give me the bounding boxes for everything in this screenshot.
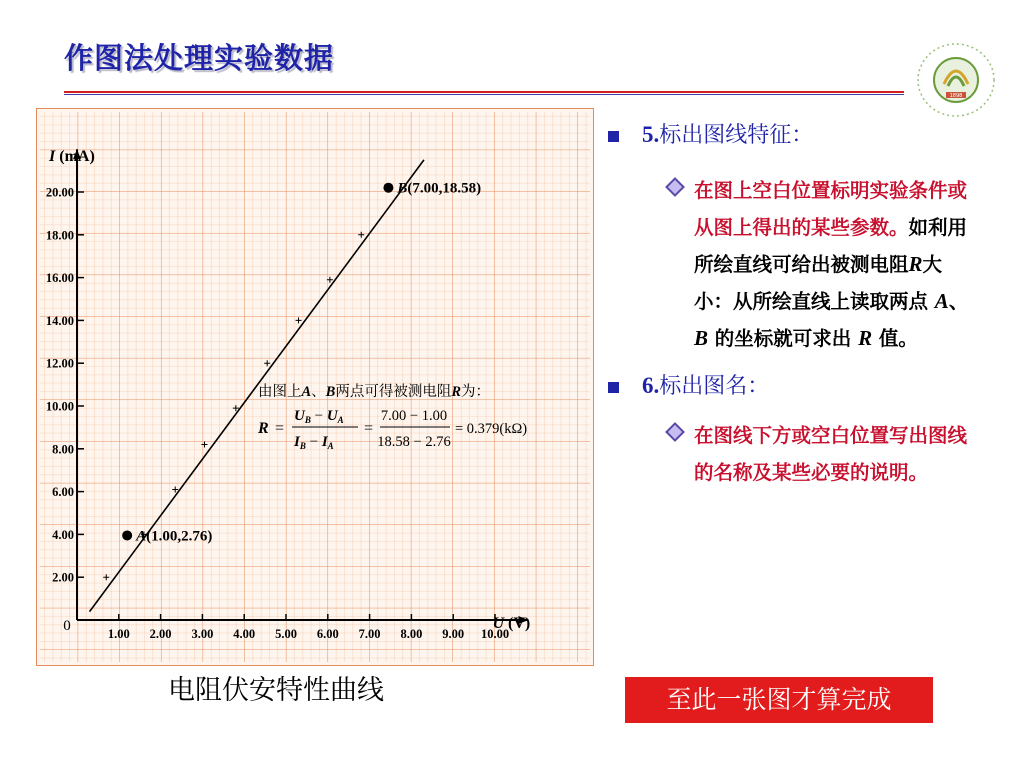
key-point-b: [383, 183, 393, 193]
title-underline-blue: [64, 94, 904, 95]
y-tick-label: 2.00: [52, 570, 74, 585]
diamond-bullet-icon: [665, 422, 685, 442]
bullet-5-sub-p3: 的坐标就可求出: [708, 327, 859, 350]
bullet-6-number: 6.: [642, 373, 660, 398]
y-tick-label: 6.00: [52, 485, 74, 500]
x-axis-label: U (V): [492, 615, 531, 632]
bullet-6-label: 标出图名：: [659, 374, 770, 399]
x-tick-label: 10.00: [480, 627, 510, 641]
bullet-5-sub-B: B: [694, 326, 709, 350]
annotation-line1: 由图上A、B两点可得被测电阻R为：: [258, 384, 491, 400]
key-point-a: [122, 530, 132, 540]
origin-label: 0: [63, 618, 71, 634]
eq-result: = 0.379(kΩ): [455, 421, 528, 437]
eq-denominator-values: 18.58 − 2.76: [377, 434, 451, 450]
x-tick-label: 2.00: [149, 627, 172, 641]
square-bullet-icon: [608, 131, 619, 142]
x-tick-label: 1.00: [107, 627, 130, 641]
square-bullet-icon: [608, 382, 619, 393]
logo-year: 1898: [949, 93, 963, 99]
bullet-6-sub-text: 在图线下方或空白位置写出图线的名称及某些必要的说明。: [694, 424, 968, 484]
y-tick-label: 12.00: [45, 356, 74, 371]
bullet-5: [608, 118, 1008, 158]
bullet-5-sub-text: [694, 172, 974, 357]
bullet-5-number: 5.: [642, 122, 660, 147]
bullet-5-sub-p1: 如利用所绘直线可给出被测电阻: [694, 216, 968, 276]
bullet-5-sub: [608, 172, 1008, 357]
y-tick-label: 16.00: [45, 271, 74, 286]
y-axis-label: I (mA): [49, 148, 95, 166]
eq-equals-1: =: [275, 420, 285, 437]
title-underline-red: [64, 91, 904, 93]
x-tick-label: 5.00: [275, 627, 297, 641]
x-tick-label: 3.00: [191, 627, 214, 641]
bullet-5-label: 标出图线特征：: [659, 123, 814, 148]
chart-svg: [36, 108, 594, 666]
eq-equals-2: =: [364, 420, 374, 437]
y-tick-label: 14.00: [45, 313, 74, 328]
bullet-5-sub-R2: R: [858, 326, 873, 350]
chart-panel: [36, 108, 594, 666]
bullet-5-sub-red: 在图上空白位置标明实验条件或从图上得出的某些参数。: [694, 179, 968, 239]
y-tick-label: 4.00: [52, 527, 74, 542]
bullet-6-sub: [608, 417, 1008, 491]
bullet-5-text: [642, 118, 813, 149]
y-tick-label: 18.00: [45, 228, 74, 243]
x-tick-label: 8.00: [400, 627, 423, 641]
bullet-5-sub-p4: 值。: [872, 327, 918, 350]
x-tick-label: 4.00: [233, 627, 256, 641]
bullet-6-text: [642, 369, 769, 400]
key-point-a-label: A(1.00,2.76): [136, 528, 213, 545]
y-tick-label: 8.00: [52, 442, 74, 457]
bullet-5-sub-p2: 大小：从所绘直线上读取两点: [694, 253, 943, 313]
bullet-6: [608, 369, 1008, 409]
bullet-5-sub-R: R: [908, 252, 923, 276]
chart-caption: 电阻伏安特性曲线: [168, 675, 384, 706]
y-tick-label: 20.00: [45, 185, 74, 200]
x-tick-label: 9.00: [442, 627, 465, 641]
bullet-list: [608, 118, 1008, 491]
university-logo: [908, 40, 1008, 120]
eq-R: R: [258, 420, 269, 437]
eq-numerator-values: 7.00 − 1.00: [380, 408, 448, 424]
eq-numerator: $U_B - U_A$: [294, 408, 344, 425]
page-title: 作图法处理实验数据: [64, 41, 335, 75]
bullet-5-sub-A: A: [934, 289, 949, 313]
y-tick-label: 10.00: [45, 399, 74, 414]
bullet-5-sub-sep: 、: [948, 290, 969, 313]
eq-denominator: $I_B - I_A$: [294, 434, 334, 451]
diamond-bullet-icon: [665, 177, 685, 197]
key-point-b-label: B(7.00,18.58): [397, 180, 482, 197]
completion-banner: 至此一张图才算完成: [625, 677, 933, 723]
x-tick-label: 6.00: [316, 627, 339, 641]
x-tick-label: 7.00: [358, 627, 381, 641]
